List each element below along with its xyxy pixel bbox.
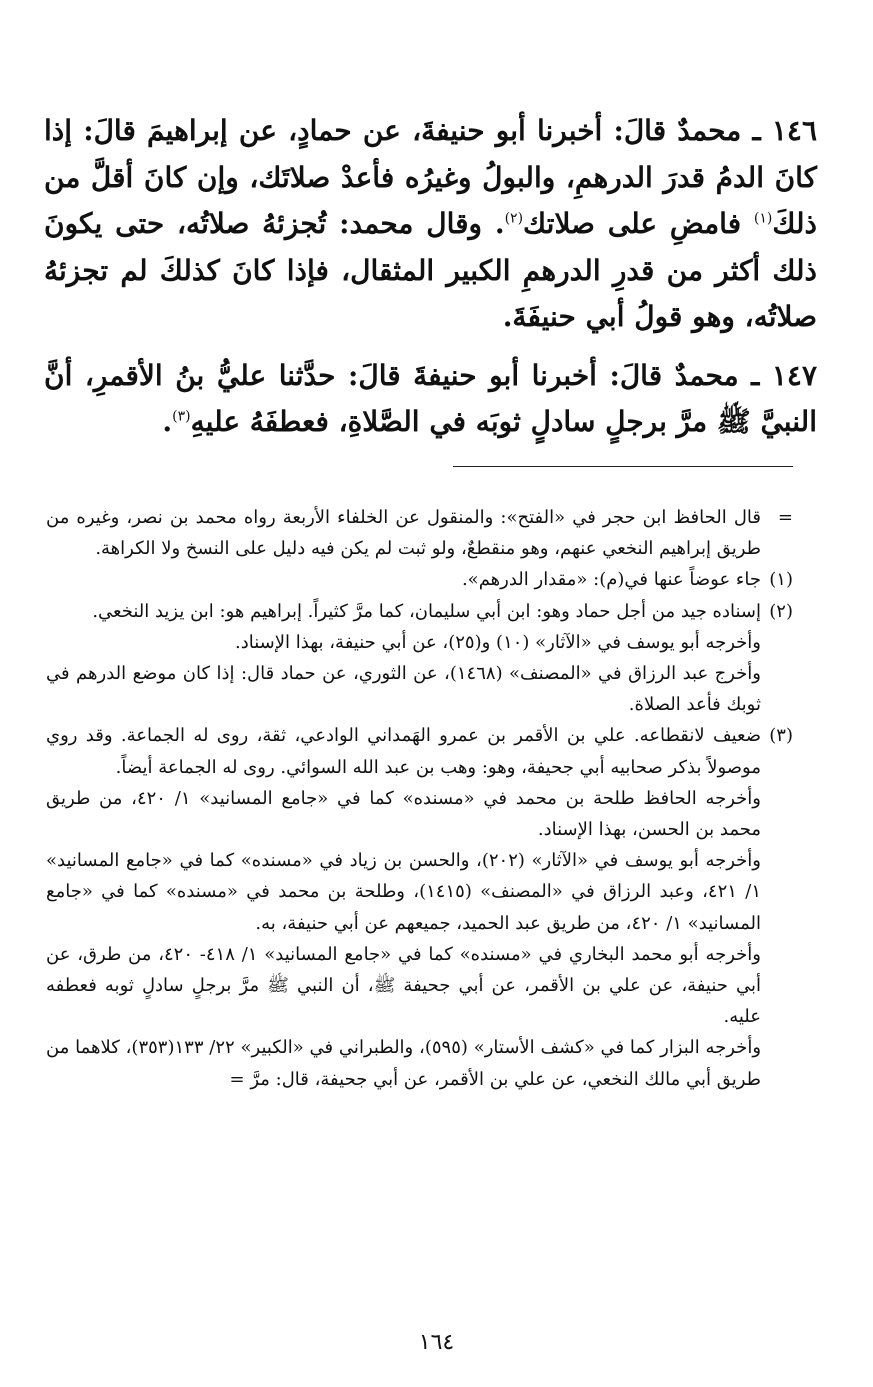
footnote-text: وأخرجه أبو محمد البخاري في «مسنده» كما في «جامع المسانيد» ١/ ٤١٨- ٤٢٠، من طرق، عن أبي حنيفة، عن علي بن الأقمر، عن أبي جحيفة ﷺ، أن النبي ﷺ مرَّ برجلٍ سادلٍ ثوبه فعطفه عليه. [46, 943, 761, 1028]
footnote-marker: (٢) [769, 600, 793, 622]
footnote-1 [46, 564, 793, 595]
footnote-text: قال الحافظ ابن حجر في «الفتح»: والمنقول عن الخلفاء الأربعة رواه محمد بن نصر، وغيره من طريق إبراهيم النخعي عنهم، وهو منقطعٌ، ولو ثبت لم يكن فيه دليل على النسخ ولا الكراهة. [46, 507, 761, 560]
footnote-ref: (١) [753, 210, 773, 227]
paragraph-text: . [162, 405, 173, 438]
hadith-number: ١٤٧ [771, 358, 817, 392]
paragraph-text: ـ محمدٌ قالَ: أخبرنا أبو حنيفةَ، عن حمادٍ، عن إبراهيمَ قالَ: إذا كانَ الدمُ قدرَ الدرهمِ، والبولُ وغيرُه فأعدْ صلاتَك، وإن كانَ أقلَّ من ذلكَ [44, 114, 817, 240]
paragraph-text: ـ محمدٌ قالَ: أخبرنا أبو حنيفةَ قالَ: حدَّثنا عليُّ بنُ الأقمرِ، أنَّ النبيَّ ﷺ مرَّ برجلٍ سادلٍ ثوبَه في الصَّلاةِ، فعطفَهُ عليهِ [44, 358, 817, 438]
footnote-marker: (١) [769, 569, 793, 591]
footnote-text: ضعيف لانقطاعه. علي بن الأقمر بن عمرو الهَمداني الوادعي، ثقة، روى له الجماعة. وقد روي موصولاً بذكر صحابيه أبي جحيفة، وهو: وهب بن عبد الله السوائي. روى له الجماعة أيضاً. [46, 725, 761, 778]
footnote-text: جاء عوضاً عنها في(م): «مقدار الدرهم». [461, 569, 761, 591]
footnote-ref: (٣) [172, 408, 191, 425]
footnote-marker: = [777, 507, 793, 528]
hadith-number: ١٤٦ [771, 114, 818, 147]
page-number: ١٦٤ [418, 1330, 455, 1355]
footnote-text: وأخرجه أبو يوسف في «الآثار» (١٠) و(٢٥)، عن أبي حنيفة، بهذا الإسناد. [235, 631, 761, 653]
footnote-continuation [46, 502, 793, 564]
footnote-divider [453, 466, 793, 467]
footnote-text: وأخرجه أبو يوسف في «الآثار» (٢٠٢)، والحسن بن زياد في «مسنده» كما في «جامع المسانيد» ١/ ٤٢١، وعبد الرزاق في «المصنف» (١٤١٥)، وطلحة بن محمد في «مسنده» كما في «جامع المسانيد» ١/ ٤٢٠، من طريق عبد الحميد، جميعهم عن أبي حنيفة، به. [46, 850, 761, 934]
footnote-text: وأخرجه الحافظ طلحة بن محمد في «مسنده» كما في «جامع المسانيد» ١/ ٤٢٠، من طريق محمد بن الحسن، بهذا الإسناد. [46, 787, 761, 841]
footnote-text: وأخرجه البزار كما في «كشف الأستار» (٥٩٥)، والطبراني في «الكبير» ٢٢/ ١٣٣(٣٥٣)، كلاهما من طريق أبي مالك النخعي، عن علي بن الأقمر، عن أبي جحيفة، قال: مرَّ = [46, 1037, 762, 1090]
paragraph-text: فامضِ على صلاتك [523, 207, 754, 240]
footnote-3 [46, 720, 793, 1094]
footnote-marker: (٣) [769, 725, 793, 747]
main-text [44, 108, 817, 446]
paragraph-146 [44, 108, 817, 341]
footnote-ref: (٢) [504, 210, 524, 227]
footnotes [46, 502, 793, 1095]
paragraph-147 [44, 353, 817, 446]
footnote-text: إسناده جيد من أجل حماد وهو: ابن أبي سليمان، كما مرَّ كثيراً. إبراهيم هو: ابن يزيد النخعي. [92, 600, 761, 622]
footnote-2 [46, 596, 793, 721]
paragraph-text: . وقال محمد: تُجزئهُ صلاتُه، حتى يكونَ ذلك أكثر من قدرِ الدرهمِ الكبير المثقال، فإذا كانَ كذلكَ لم تجزئهُ صلاتُه، وهو قولُ أبي حنيفَةَ. [44, 207, 817, 333]
footnote-text: وأخرج عبد الرزاق في «المصنف» (١٤٦٨)، عن الثوري، عن حماد قال: إذا كان موضع الدرهم في ثوبك فأعد الصلاة. [46, 663, 761, 716]
